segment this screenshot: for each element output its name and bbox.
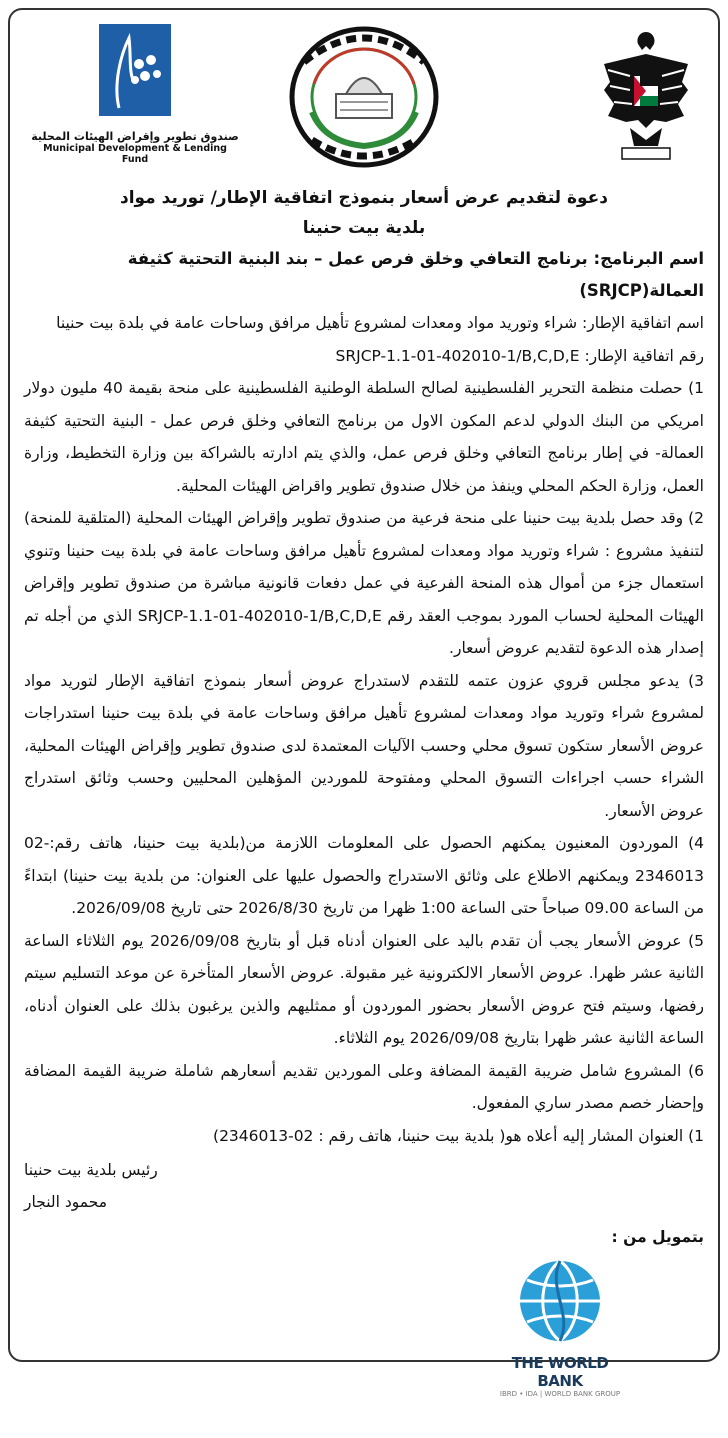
agreement-name-value: شراء وتوريد مواد ومعدات لمشروع تأهيل مرافق وساحات عامة في بلدة بيت حنينا: [56, 314, 578, 332]
paragraph-5: 5) عروض الأسعار يجب أن تقدم باليد على العنوان أدناه قبل أو بتاريخ 2026/09/08 يوم الثلاثاء الساعة الثانية عشر ظهرا. عروض الأسعار الالكترونية غير مقبولة. عروض الأسعار المتأخرة عن موعد التسليم سيتم رفضها، وسيتم فتح عروض الأسعار بحضور الموردون أو ممثليهم والذين يرغبون بذلك على العنوان أدناه، الساعة الثانية عشر ظهرا بتاريخ 2026/09/08 يوم الثلاثاء.: [24, 931, 704, 1047]
signature-name: محمود النجار: [24, 1193, 108, 1211]
announcement-body: [10, 307, 718, 1152]
paragraph-6: 6) المشروع شامل ضريبة القيمة المضافة وعلى الموردين تقديم أسعارهم شاملة ضريبة القيمة المضافة وإحضار خصم مصدر ساري المفعول.: [24, 1061, 704, 1112]
world-bank-logo: [490, 1258, 630, 1398]
municipality-title: بلدية بيت حنينا: [302, 218, 426, 238]
paragraph-4: 4) الموردون المعنيون يمكنهم الحصول على المعلومات اللازمة من(بلدية بيت حنينا، هاتف رقم:-02 2346013 ويمكنهم الاطلاع على وثائق الاستدراج والحصول عليها على العنوان: من بلدية بيت حنينا) ابتداءً من الساعة 09.00 صباحاً حتى الساعة 1:00 ظهرا من تاريخ 2026/8/30 حتى تاريخ 2026/09/08.: [24, 834, 704, 917]
paragraph-2: 2) وقد حصل بلدية بيت حنينا على منحة فرعية من صندوق تطوير وإقراض الهيئات المحلية (المتلقية للمنحة) لتنفيذ مشروع : شراء وتوريد مواد ومعدات لمشروع تأهيل مرافق وساحات عامة في بلدة بيت حنينا وتنوي استعمال جزء من أموال هذه المنحة الفرعية في عمل دفعات قانونية مباشرة من صندوق تطوير وإقراض الهيئات المحلية لحساب المورد بموجب العقد رقم SRJCP-1.1-01-402010-1/B,C,D,E الذي من أجله تم إصدار هذه الدعوة لتقديم عروض أسعار.: [24, 509, 704, 657]
funding-section: [10, 1218, 718, 1438]
logo-header: [10, 10, 718, 175]
world-bank-group-text: IBRD • IDA | WORLD BANK GROUP: [499, 1390, 621, 1398]
agreement-name-label: اسم اتفاقية الإطار:: [582, 314, 704, 332]
announcement-page: [8, 8, 720, 1398]
mdlf-name-english: Municipal Development & Lending Fund: [43, 143, 227, 165]
agreement-number-label: رقم اتفاقية الإطار:: [584, 346, 704, 365]
world-bank-name: THE WORLD BANK: [511, 1354, 609, 1390]
announcement-title: دعوة لتقديم عرض أسعار بنموذج اتفاقية الإطار/ توريد مواد: [119, 188, 609, 208]
mdlf-hand-icon: [99, 24, 171, 116]
beit-hanina-municipality-seal: [284, 22, 444, 172]
mdlf-name-arabic: صندوق تطوير وإقراض الهيئات المحلية: [31, 130, 239, 143]
agreement-number-line: [24, 340, 704, 373]
paragraph-1: 1) حصلت منظمة التحرير الفلسطينية لصالح السلطة الوطنية الفلسطينية على منحة بقيمة 40 مليون دولار امريكي من البنك الدولي لدعم المكون الاول من برنامج التعافي وخلق فرص عمل - البنية التحتية كثيفة العمالة- في إطار برنامج التعافي وخلق فرص عمل، والذي يتم ادارته بالشراكة بين وزارة التخطيط، وزارة العمل، وزارة الحكم المحلي وينفذ من خلال صندوق تطوير واقراض الهيئات المحلية.: [24, 379, 704, 495]
signature-block: [10, 1154, 718, 1218]
signature-title: رئيس بلدية بيت حنينا: [24, 1161, 158, 1179]
announcement-titles: [10, 183, 718, 243]
funding-label: بتمويل من :: [611, 1228, 704, 1246]
palestine-eagle-emblem: [600, 24, 692, 164]
world-bank-globe-icon: [517, 1258, 603, 1344]
program-name: اسم البرنامج: برنامج التعافي وخلق فرص عمل – بند البنية التحتية كثيفة العمالة(SRJCP): [127, 249, 704, 300]
agreement-number-value: SRJCP-1.1-01-402010-1/B,C,D,E: [335, 346, 580, 365]
mdlf-logo: [30, 24, 240, 169]
agreement-name-line: [24, 307, 704, 340]
address-line: 1) العنوان المشار إليه أعلاه هو( بلدية بيت حنينا، هاتف رقم : 02-2346013): [213, 1126, 704, 1145]
paragraph-3: 3) يدعو مجلس قروي عزون عتمه للتقدم لاستدراج عروض أسعار بنموذج اتفاقية الإطار لتوريد مواد لمشروع شراء وتوريد مواد ومعدات لمشروع تأهيل مرافق وساحات عامة في بلدة بيت حنينا استدراجات عروض الأسعار ستكون تسوق محلي وحسب الآليات المعتمدة لدى صندوق تطوير وإقراض الهيئات المحلية، الشراء حسب اجراءات التسوق المحلي ومفتوحة للموردين المؤهلين المحليين وحسب وثائق استدراج عروض الأسعار.: [24, 671, 704, 820]
